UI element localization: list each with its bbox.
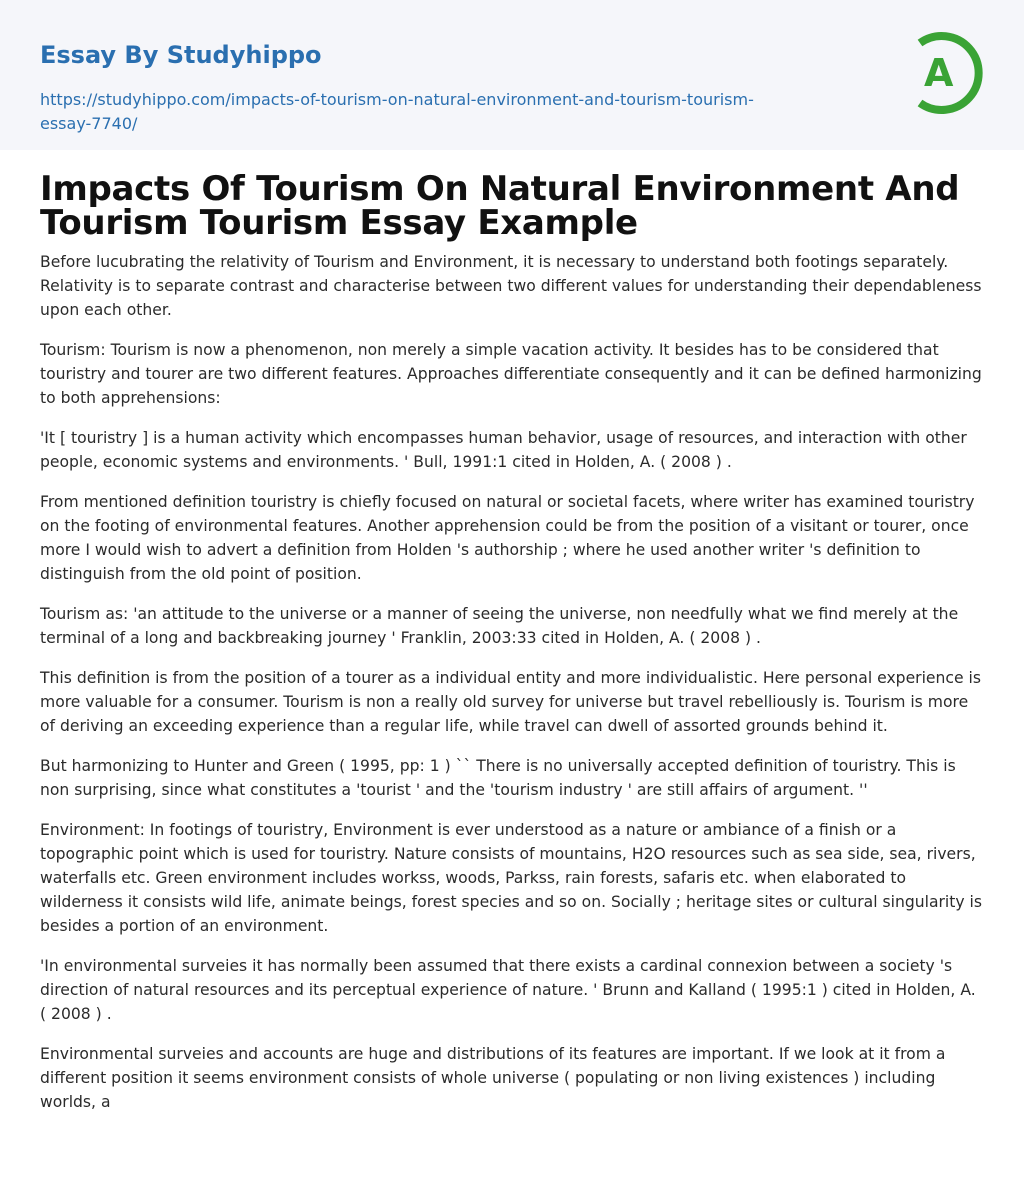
essay-paragraph: From mentioned definition touristry is chiefly focused on natural or societal facets, where writer has examined touristry on the footing of environmental features. Another apprehension could be from the position of a visitant or tourer, once more I would wish to advert a definition from Holden 's authorship ; where he used another writer 's definition to distinguish from the old point of position. (40, 493, 975, 583)
essay-paragraph: Environmental surveies and accounts are huge and distributions of its features are important. If we look at it from a different position it seems environment consists of whole universe ( populating or non living existences ) including worlds, a (40, 1045, 946, 1111)
essay-paragraph: 'It [ touristry ] is a human activity which encompasses human behavior, usage of resources, and interaction with other people, economic systems and environments. ' Bull, 1991:1 cited in Holden, A. ( 2008 ) . (40, 429, 967, 471)
page-title: Impacts Of Tourism On Natural Environment And Tourism Tourism Essay Example (40, 169, 960, 243)
site-header (0, 0, 1024, 150)
studyhippo-logo-icon[interactable] (896, 28, 986, 118)
essay-paragraph: Tourism: Tourism is now a phenomenon, non merely a simple vacation activity. It besides has to be considered that touristry and tourer are two different features. Approaches differentiate consequently and it can be defined harmonizing to both apprehensions: (40, 341, 982, 407)
essay-paragraph: Environment: In footings of touristry, Environment is ever understood as a nature or ambiance of a finish or a topographic point which is used for touristry. Nature consists of mountains, H2O resources such as sea side, sea, rivers, waterfalls etc. Green environment includes workss, woods, Parkss, rain forests, safaris etc. when elaborated to wilderness it consists wild life, animate beings, forest species and so on. Socially ; heritage sites or cultural singularity is besides a portion of an environment. (40, 821, 983, 935)
essay-paragraph: Tourism as: 'an attitude to the universe or a manner of seeing the universe, non needfully what we find merely at the terminal of a long and backbreaking journey ' Franklin, 2003:33 cited in Holden, A. ( 2008 ) . (40, 605, 959, 647)
essay-paragraph: Before lucubrating the relativity of Tourism and Environment, it is necessary to understand both footings separately. Relativity is to separate contrast and characterise between two different values for understanding their dependableness upon each other. (40, 253, 982, 319)
essay-content (0, 150, 1024, 1114)
essay-paragraph: This definition is from the position of a tourer as a individual entity and more individualistic. Here personal experience is more valuable for a consumer. Tourism is non a really old survey for universe but travel rebelliously is. Tourism is more of deriving an exceeding experience than a regular life, while travel can dwell of assorted grounds behind it. (40, 669, 981, 735)
brand-title[interactable]: Essay By Studyhippo (40, 41, 322, 69)
essay-paragraph: But harmonizing to Hunter and Green ( 1995, pp: 1 ) `` There is no universally accepted definition of touristry. This is non surprising, since what constitutes a 'tourist ' and the 'tourism industry ' are still affairs of argument. '' (40, 757, 956, 799)
essay-url-link[interactable]: https://studyhippo.com/impacts-of-tourism-on-natural-environment-and-tourism-tourism-essay-7740/ (40, 90, 754, 133)
logo-letter: A (924, 51, 954, 95)
essay-paragraph: 'In environmental surveies it has normally been assumed that there exists a cardinal connexion between a society 's direction of natural resources and its perceptual experience of nature. ' Brunn and Kalland ( 1995:1 ) cited in Holden, A. ( 2008 ) . (40, 957, 976, 1023)
